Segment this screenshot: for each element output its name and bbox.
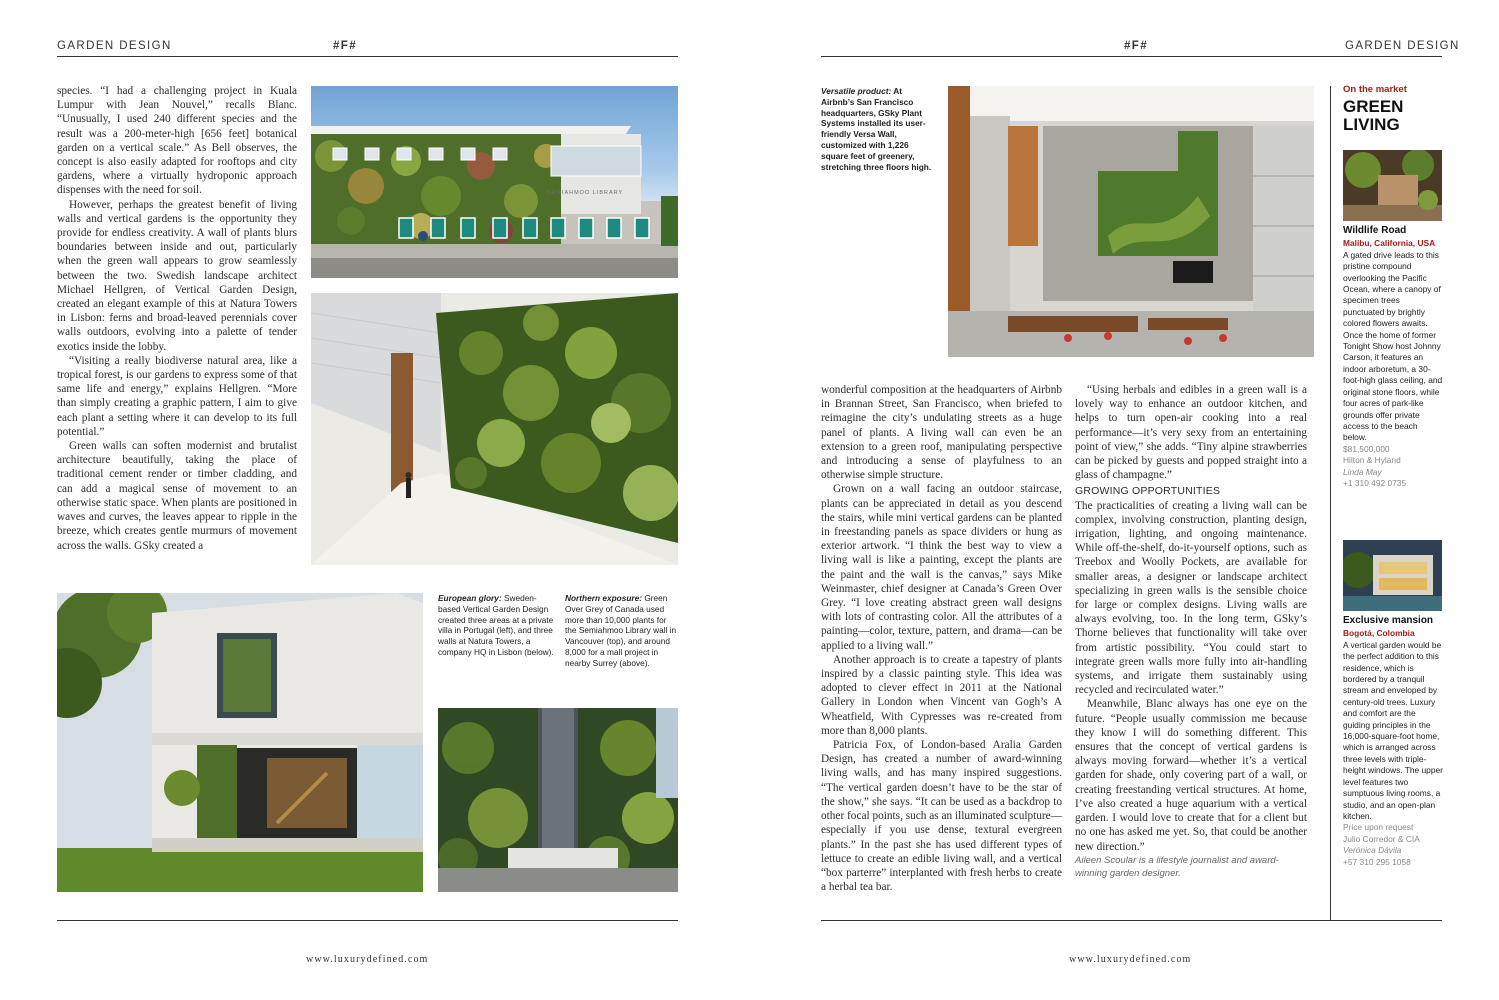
listing2-name[interactable]: Exclusive mansion [1343, 615, 1434, 626]
sidebar-title-line1: GREEN [1343, 97, 1404, 116]
section-label-right: GARDEN DESIGN [1345, 40, 1460, 52]
sidebar-title [1343, 98, 1403, 134]
listing1-location: Malibu, California, USA [1343, 238, 1436, 249]
left-paragraph-2: However, perhaps the greatest benefit of living walls and vertical gardens is the opportunity they provide for endless creativity. A wall of plants blurs boundaries between inside and out, particularly when the green wall appears to grow seamlessly between the two. Swedish landscape architect Michael Hellgren, of Vertical Garden Design, created an elegant example of this at Natura Towers in Lisbon: ferns and broad-leaved perennials cover walls outdoors, evolving into a palette of tender exotics inside the lobby. [57, 198, 297, 353]
listing-exclusive-mansion [1343, 615, 1443, 868]
listing2-agent: Verónica Dávila [1343, 845, 1402, 856]
right-paragraph-2: The practicalities of creating a living wall can be complex, involving construction, planting design, irrigation, lighting, and ongoing maintenance. While off-the-shelf, do-it-yourself options, such as Treebox and Woolly Pockets, are available for smaller areas, a designer or landscape architect specializing in green walls is the sensible choice for large or complex designs. Living walls are always evolving, too. In the long term, GSky’s Thorne believes that functionality will take over from artistic possibility. “You could start to integrate green walls more fully into air-handling systems, and irrigate them sustainably using recycled and recirculated water.” [1075, 499, 1307, 697]
listing2-description: A vertical garden would be the perfect addition to this residence, which is bordered by a tranquil stream and enveloped by century-old trees. Luxury and comfort are the guiding principles in the 16,000-square-foot home, which is arranged across three levels with triple-height windows. The upper level features two sumptuous living rooms, a studio, and an open-plan kitchen. [1343, 639, 1443, 821]
sidebar-title-line2: LIVING [1343, 115, 1400, 134]
listing-wildlife-road [1343, 225, 1443, 489]
caption-versatile-text: At Airbnb’s San Francisco headquarters, GSky Plant Systems installed its user-friendly Versa Wall, customized with 1,226 square feet of greenery, stretching three floors high. [821, 86, 932, 172]
listing1-phone[interactable]: +1 310 492 0735 [1343, 477, 1407, 488]
wildlife-road-photo[interactable] [1343, 150, 1442, 221]
exclusive-mansion-photo[interactable] [1343, 540, 1442, 611]
right-paragraph-1: “Using herbals and edibles in a green wall is a lovely way to enhance an outdoor kitchen, and helps to turn open-air cooking into a real performance—it’s very sexy from an entertaining point of view,” she adds. “Tiny alpine strawberries can be picked by guests and popped straight into a glass of champagne.” [1075, 384, 1307, 482]
listing2-agency: Julio Corredor & CIA [1343, 833, 1420, 844]
section-label-left: GARDEN DESIGN [57, 40, 172, 52]
caption-northern-exposure [565, 593, 680, 669]
caption-northern-text: Green Over Grey of Canada used more than 10,000 plants for the Semiahmoo Library wall in Vancouver (top), and around 8,000 for a mall project in nearby Surrey (above). [565, 593, 677, 668]
right-article-column [1075, 383, 1307, 880]
left-paragraph-4: Green walls can soften modernist and brutalist architecture beautifully, taking the place of traditional cement render or timber cladding, and can add a magical sense of movement to an otherwise static space. When plants are positioned in waves and curves, the leaves appear to ripple in the breeze, which creates gentle murmurs of movement across the walls. GSky created a [57, 440, 297, 552]
airbnb-atrium-photo [948, 86, 1314, 357]
footer-url-right[interactable]: www.luxurydefined.com [1069, 954, 1192, 965]
caption-versatile-title: Versatile product: [821, 86, 892, 96]
author-bio: Aileen Scoular is a lifestyle journalist and award-winning garden designer. [1075, 854, 1279, 879]
library-green-wall-photo [311, 86, 678, 278]
listing2-phone[interactable]: +57 310 295 1058 [1343, 856, 1411, 867]
caption-european-text: Sweden-based Vertical Garden Design created three areas at a private villa in Portugal (left), and three walls at Natura Towers, a company HQ in Lisbon (below). [438, 593, 554, 657]
listing1-name[interactable]: Wildlife Road [1343, 225, 1407, 236]
caption-northern-title: Northern exposure: [565, 593, 642, 603]
mid-paragraph-2: Grown on a wall facing an outdoor staircase, plants can be appreciated in detail as you descend the stairs, while mini vertical gardens can be planted in freestanding panels as space dividers or hung as exterior artwork. “I think the best way to view a living wall is like a painting, except the plants are the paint and the wall is the canvas,” says Mike Weinmaster, chief designer at Canada’s Green Over Grey. “I love creating abstract green wall designs with lots of contrasting color. All the attributes of a painting—color, texture, pattern, and drama—can be applied to a living wall.” [821, 483, 1062, 652]
mid-article-column [821, 383, 1062, 894]
mid-paragraph-4: Patricia Fox, of London-based Aralia Garden Design, has created a number of award-winning living walls, and has many inspired suggestions. “The vertical garden doesn’t have to be the star of the show,” she says. “It can be used as a backdrop to other focal points, such as an illuminated sculpture—especially if you use dense, textural evergreen plants.” In the past she has used different types of lettuce to create an edible living wall, and a vertical “box parterre” interplanted with fresh herbs to create a herbal tea bar. [821, 739, 1062, 894]
sidebar-divider [1330, 86, 1331, 921]
folio-right: #F# [1124, 40, 1149, 52]
mid-paragraph-3: Another approach is to create a tapestry of plants inspired by a classic painting style. This idea was adopted to clever effect in 2011 at the National Gallery in London when Vincent van Gogh’s A Wheatfield, With Cypresses was re-created from more than 8,000 plants. [821, 653, 1062, 737]
listing1-agent: Linda May [1343, 466, 1382, 477]
caption-versatile-product [821, 86, 933, 172]
listing2-location: Bogotá, Colombia [1343, 628, 1415, 639]
folio-left: #F# [333, 40, 358, 52]
header-rule-left [57, 56, 678, 57]
mall-green-wall-photo [438, 708, 678, 892]
footer-rule-left [57, 920, 678, 921]
footer-rule-right [821, 920, 1442, 921]
header-rule-right [821, 56, 1442, 57]
caption-european-title: European glory: [438, 593, 502, 603]
sidebar-kicker: On the market [1343, 84, 1407, 95]
listing1-agency: Hilton & Hyland [1343, 455, 1401, 466]
right-paragraph-3: Meanwhile, Blanc always has one eye on the future. “People usually commission me because they know I will do something different. This ensures that the concept of vertical gardens is always moving forward—whether it’s a vertical garden for shade, only covering part of a wall, or creating freestanding vertical structures. At home, I’ve also created a huge aquarium with a vertical garden. I would love to create that for a client but no one has asked me yet. So, that could be another new direction.” [1075, 698, 1307, 853]
lobby-green-wall-photo [311, 293, 678, 565]
mid-paragraph-1: wonderful composition at the headquarters of Airbnb in Brannan Street, San Francisco, when briefed to reimagine the city’s undulating streets as a huge panel of plants. A living wall can even be an extension to a green roof, manipulating perspective and introducing a sense of playfulness to an otherwise simple structure. [821, 384, 1062, 482]
library-sign-text: SEMIAHMOO LIBRARY [547, 190, 624, 196]
subhead-growing-opportunities: GROWING OPPORTUNITIES [1075, 485, 1221, 498]
listing2-price: Price upon request [1343, 822, 1414, 833]
left-paragraph-3: “Visiting a really biodiverse natural area, like a tropical forest, is our gardens to express some of that same life and energy,” explains Hellgren. “More than simply creating a graphic pattern, I aim to give each plant a setting where it can develop to its full potential.” [57, 354, 297, 438]
listing1-description: A gated drive leads to this pristine compound overlooking the Pacific Ocean, where a canopy of specimen trees punctuated by brightly colored flowers awaits. Once the home of former Tonight Show host Johnny Carson, it features an indoor arboretum, a 30-foot-high glass ceiling, and original stone floors, while four acres of park-like grounds offer private access to the beach below. [1343, 249, 1443, 443]
listing1-price: $81,500,000 [1343, 443, 1390, 454]
footer-url-left[interactable]: www.luxurydefined.com [306, 954, 429, 965]
left-article-column [57, 84, 297, 553]
caption-european-glory [438, 593, 555, 658]
left-paragraph-1: species. “I had a challenging project in Kuala Lumpur with Jean Nouvel,” recalls Blanc. “Unusually, I used 240 different species and the result was a 200-meter-high [656 feet] botanical garden on a vertical scale.” As Bell observes, the concept is also easily adapted for rooftops and city gardens, where a virtually hydroponic approach dispenses with the need for soil. [57, 85, 297, 197]
villa-green-wall-photo [57, 593, 423, 892]
